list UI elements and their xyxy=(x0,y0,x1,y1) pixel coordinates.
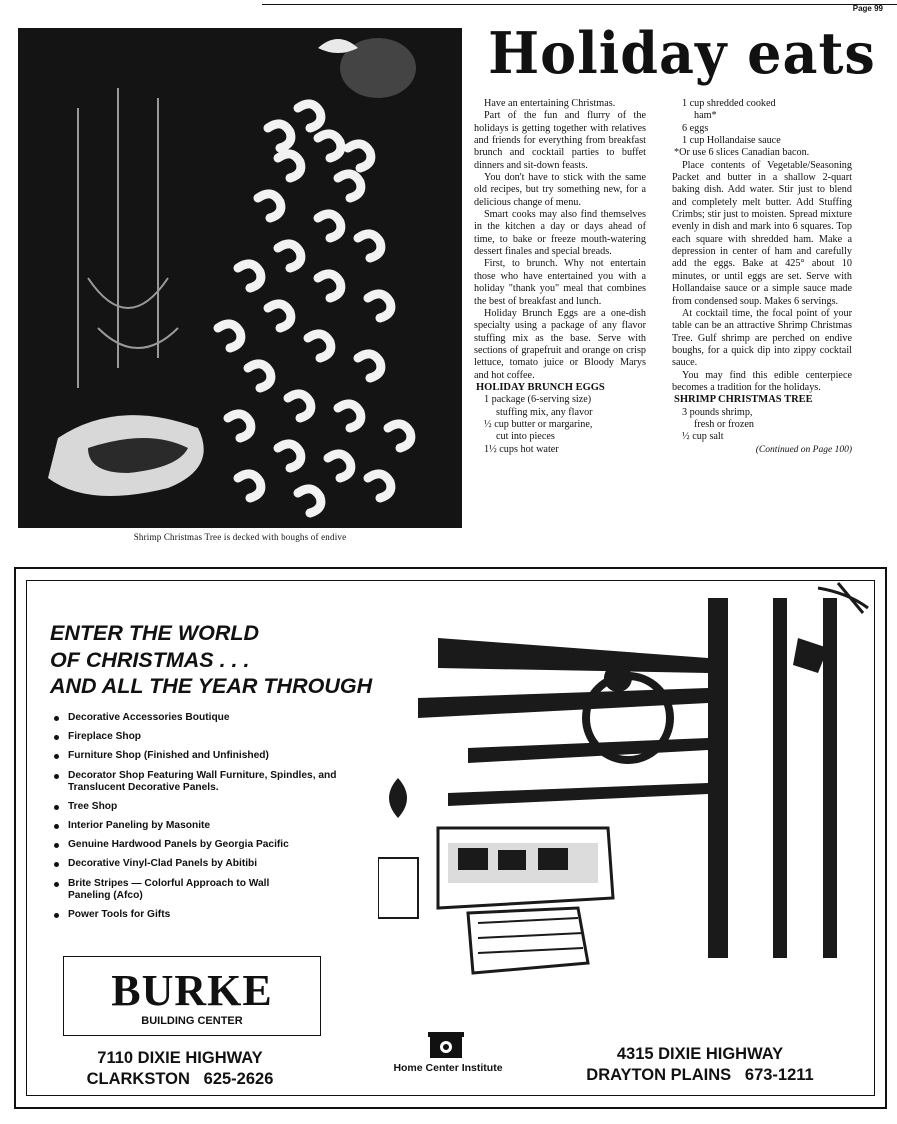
feature-item: Furniture Shop (Finished and Unfinished) xyxy=(54,750,338,762)
paragraph: You may find this edible centerpiece becomes a tradition for the holidays. xyxy=(672,369,852,393)
ad-headline xyxy=(50,620,372,700)
ingredient: 1 package (6-serving size) xyxy=(484,394,592,406)
feature-item: Genuine Hardwood Panels by Georgia Pacific xyxy=(54,839,338,851)
location-street: 7110 DIXIE HIGHWAY xyxy=(97,1049,263,1067)
ingredient: stuffing mix, any flavor xyxy=(496,406,593,418)
feature-item: Decorative Accessories Boutique xyxy=(54,712,338,724)
ingredient: cut into pieces xyxy=(496,431,555,443)
location-street: 4315 DIXIE HIGHWAY xyxy=(616,1045,784,1063)
continued-note: (Continued on Page 100) xyxy=(755,444,852,455)
paragraph: Smart cooks may also find themselves in the kitchen a day or days ahead of time, to bake or freeze mouth-watering dessert finales and special breads. xyxy=(474,209,646,258)
ingredient: 1½ cups hot water xyxy=(484,443,559,455)
location-drayton-plains xyxy=(565,1044,835,1086)
burke-logo xyxy=(63,956,321,1036)
paragraph: Place contents of Vegetable/Seasoning Packet and butter in a shallow 2-quart baking dish. Add water. Stir just to blend and completely melt butter. Add Stuffing Crimbs; stir just to moisten. Spread mixture evenly in dish and mark into 6 squares. Top each square with shredded ham. Make a depression in center of ham and carefully add the eggs. Bake at 425° about 10 minutes, or until eggs are set. Serve with Hollandaise sauce or a simple sauce made from condensed soup. Makes 6 servings. xyxy=(672,159,852,307)
room-illustration xyxy=(378,578,878,998)
ad-headline-line: AND ALL THE YEAR THROUGH xyxy=(50,674,373,698)
feature-item: Decorative Vinyl-Clad Panels by Abitibi xyxy=(54,858,338,870)
top-rule xyxy=(262,4,897,5)
ingredient: 1 cup Hollandaise sauce xyxy=(682,135,781,147)
feature-item: Fireplace Shop xyxy=(54,731,338,743)
page-number: Page 99 xyxy=(852,4,883,13)
feature-item: Interior Paneling by Masonite xyxy=(54,820,338,832)
ingredient: fresh or frozen xyxy=(694,418,754,430)
shrimp-tree-photo xyxy=(18,28,462,528)
telephone-icon xyxy=(428,1030,464,1065)
paragraph: Holiday Brunch Eggs are a one-dish specialty using a package of any flavor stuffing mix as the base. Serve with sections of grapefruit and orange on crisp lettuce, tomato juice or Bloody Marys and hot coffee. xyxy=(474,307,646,381)
location-city-phone: DRAYTON PLAINS 673-1211 xyxy=(586,1066,814,1084)
recipe-title: HOLIDAY BRUNCH EGGS xyxy=(476,381,605,393)
logo-subtitle: BUILDING CENTER xyxy=(141,1015,243,1027)
feature-item: Brite Stripes — Colorful Approach to Wall Paneling (Afco) xyxy=(54,878,278,902)
article-column-1 xyxy=(474,98,646,456)
recipe-title: SHRIMP CHRISTMAS TREE xyxy=(674,394,813,406)
paragraph: First, to brunch. Why not entertain those who have entertained you with a holiday "thank you" meal that combines the best of breakfast and lunch. xyxy=(474,258,646,307)
paragraph: You don't have to stick with the same old recipes, but try something new, for a delicious change of menu. xyxy=(474,172,646,208)
article-headline: Holiday eats xyxy=(488,19,876,87)
ingredient: 6 eggs xyxy=(682,122,709,134)
paragraph: Have an entertaining Christmas. xyxy=(484,98,616,109)
article-column-2 xyxy=(672,98,852,456)
ingredient-note: *Or use 6 slices Canadian bacon. xyxy=(674,147,810,159)
ingredient: ham* xyxy=(694,110,717,122)
logo-name: BURKE xyxy=(111,966,273,1015)
location-city-phone: CLARKSTON 625-2626 xyxy=(86,1070,274,1088)
ad-headline-line: OF CHRISTMAS . . . xyxy=(50,647,250,672)
ingredient: 3 pounds shrimp, xyxy=(682,406,753,418)
paneled-room-drawing xyxy=(378,578,878,998)
paragraph: Part of the fun and flurry of the holidays is getting together with relatives and friends for everything from breakfast brunch and cocktail parties to buffet dinners and sit-down feasts. xyxy=(474,110,646,171)
feature-item: Tree Shop xyxy=(54,801,338,813)
ingredient: ½ cup butter or margarine, xyxy=(484,418,593,430)
photo-caption: Shrimp Christmas Tree is decked with boughs of endive xyxy=(133,532,347,542)
feature-item: Power Tools for Gifts xyxy=(54,909,338,921)
institute-label: Home Center Institute xyxy=(393,1062,503,1074)
ingredient: ½ cup salt xyxy=(682,431,724,443)
ad-feature-list xyxy=(54,712,338,928)
ad-headline-line: ENTER THE WORLD xyxy=(50,621,260,645)
shrimp-tree-illustration xyxy=(18,28,462,528)
paragraph: At cocktail time, the focal point of your table can be an attractive Shrimp Christmas Tree. Gulf shrimp are perched on endive boughs, for a quick dip into zippy cocktail sauce. xyxy=(672,307,852,369)
ingredient: 1 cup shredded cooked xyxy=(682,98,776,109)
location-clarkston xyxy=(60,1048,300,1090)
feature-item: Decorator Shop Featuring Wall Furniture, Spindles, and Translucent Decorative Panels. xyxy=(54,770,338,794)
